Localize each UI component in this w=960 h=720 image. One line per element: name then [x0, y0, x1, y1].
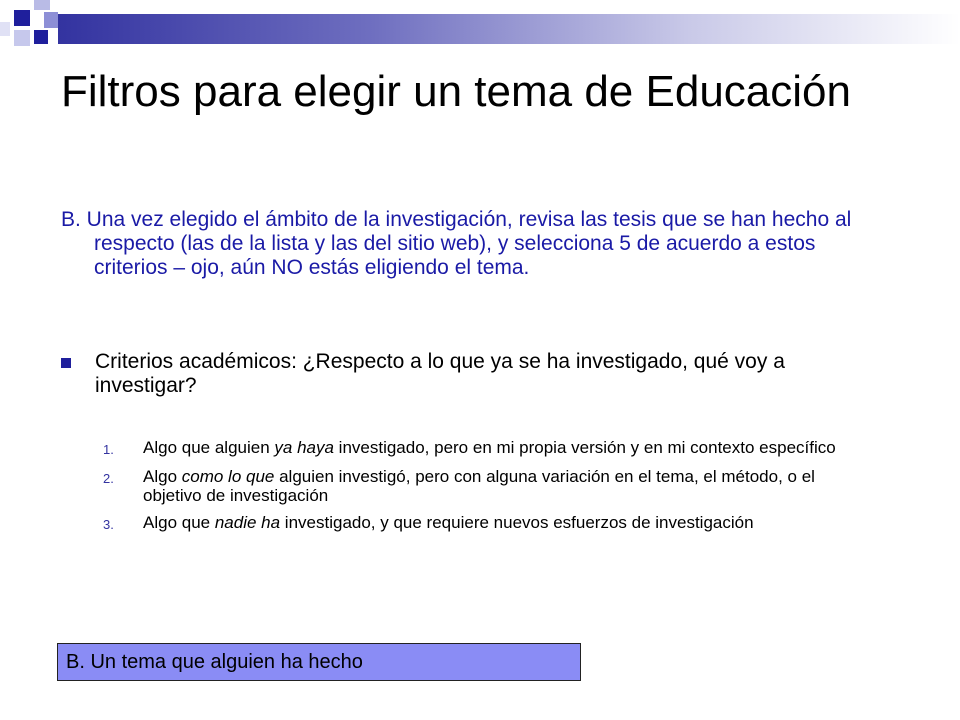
decor-square-4: [14, 30, 30, 46]
criteria-text: Criterios académicos: ¿Respecto a lo que ya se ha investigado, qué voy a investigar?: [95, 350, 785, 397]
text-part: Algo que alguien: [143, 438, 275, 457]
callout-box: B. Un tema que alguien ha hecho: [57, 643, 581, 681]
list-number: 2.: [103, 471, 114, 486]
list-number: 1.: [103, 442, 114, 457]
list-item: [103, 467, 863, 505]
criteria-bullet: [61, 350, 891, 398]
decor-square-3: [44, 12, 58, 28]
text-part: alguien investigó, pero con alguna variación en el tema, el método, o el objetivo de investigación: [143, 467, 815, 505]
emphasis-text: como lo que: [181, 467, 275, 486]
list-item-text: [143, 467, 863, 505]
criteria-list: [103, 438, 863, 542]
text-part: Algo que: [143, 513, 215, 532]
slide-title: Filtros para elegir un tema de Educación: [61, 67, 851, 116]
text-part: Algo: [143, 467, 182, 486]
list-item-text: [143, 438, 836, 457]
intro-paragraph: B. Una vez elegido el ámbito de la investigación, revisa las tesis que se han hecho al respecto (las de la lista y las del sitio web), y selecciona 5 de acuerdo a estos criterios – ojo, aún NO estás eligiendo el tema.: [61, 208, 852, 279]
list-number: 3.: [103, 517, 114, 532]
emphasis-text: nadie ha: [214, 513, 281, 532]
text-part: investigado, pero en mi propia versión y en mi contexto específico: [333, 438, 836, 457]
emphasis-text: ya haya: [274, 438, 334, 457]
square-bullet-icon: [61, 358, 71, 368]
decor-square-6: [0, 22, 10, 36]
list-item: [103, 513, 863, 534]
header-gradient-bar: [58, 14, 960, 44]
list-item: [103, 438, 863, 459]
text-part: investigado, y que requiere nuevos esfuerzos de investigación: [280, 513, 754, 532]
decor-square-5: [34, 30, 48, 44]
decor-square-2: [34, 0, 50, 10]
decor-square-1: [14, 10, 30, 26]
list-item-text: [143, 513, 754, 532]
